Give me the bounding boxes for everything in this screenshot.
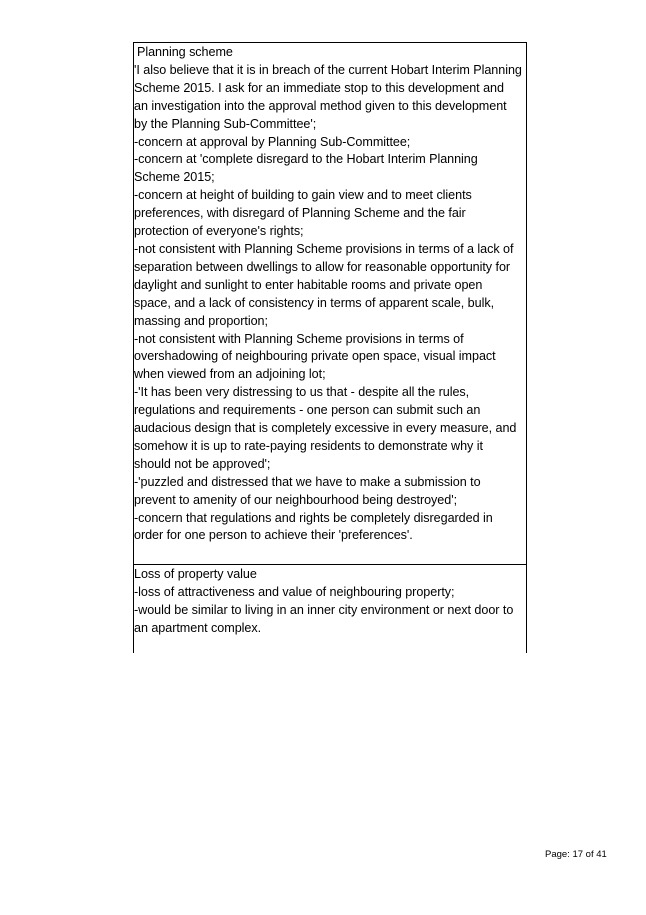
planning-line: order for one person to achieve their 'preferences'.	[134, 528, 413, 543]
planning-line: separation between dwellings to allow for reasonable opportunity for	[134, 259, 511, 274]
planning-line: overshadowing of neighbouring private open space, visual impact	[134, 349, 496, 364]
loss-of-property-value-cell	[134, 565, 526, 638]
planning-line: -not consistent with Planning Scheme provisions in terms of	[134, 331, 464, 346]
planning-line: -concern at approval by Planning Sub-Committee;	[134, 134, 411, 149]
planning-line: -concern at height of building to gain view and to meet clients	[134, 188, 472, 203]
planning-line: massing and proportion;	[134, 313, 268, 328]
planning-scheme-cell	[134, 43, 526, 565]
planning-line: space, and a lack of consistency in terms of apparent scale, bulk,	[134, 295, 495, 310]
page-number: Page: 17 of 41	[545, 849, 607, 860]
planning-line: by the Planning Sub-Committee';	[134, 116, 317, 131]
planning-line: preferences, with disregard of Planning Scheme and the fair	[134, 206, 466, 221]
planning-line: prevent to amenity of our neighbourhood being destroyed';	[134, 492, 458, 507]
planning-line: should not be approved';	[134, 456, 271, 471]
loss-line: an apartment complex.	[134, 620, 262, 635]
planning-line: -'It has been very distressing to us that - despite all the rules,	[134, 385, 470, 400]
planning-line: regulations and requirements - one person can submit such an	[134, 403, 481, 418]
planning-line: -concern that regulations and rights be completely disregarded in	[134, 510, 493, 525]
planning-line: audacious design that is completely excessive in every measure, and	[134, 421, 517, 436]
planning-line: protection of everyone's rights;	[134, 224, 304, 239]
planning-line: somehow it is up to rate-paying residents to demonstrate why it	[134, 438, 483, 453]
loss-line: -loss of attractiveness and value of neighbouring property;	[134, 584, 455, 599]
planning-line: 'I also believe that it is in breach of the current Hobart Interim Planning	[134, 62, 522, 77]
planning-line: an investigation into the approval method given to this development	[134, 98, 507, 113]
loss-line: -would be similar to living in an inner city environment or next door to	[134, 602, 514, 617]
planning-line: Scheme 2015. I ask for an immediate stop to this development and	[134, 80, 504, 95]
loss-of-property-value-heading: Loss of property value	[134, 567, 257, 581]
planning-line: -'puzzled and distressed that we have to make a submission to	[134, 474, 481, 489]
planning-line: Scheme 2015;	[134, 170, 215, 185]
planning-scheme-heading: Planning scheme	[137, 45, 233, 59]
planning-line: -concern at 'complete disregard to the Hobart Interim Planning	[134, 152, 478, 167]
submission-table	[133, 42, 527, 653]
planning-line: daylight and sunlight to enter habitable rooms and private open	[134, 277, 483, 292]
planning-line: when viewed from an adjoining lot;	[134, 367, 326, 382]
planning-line: -not consistent with Planning Scheme provisions in terms of a lack of	[134, 241, 514, 256]
